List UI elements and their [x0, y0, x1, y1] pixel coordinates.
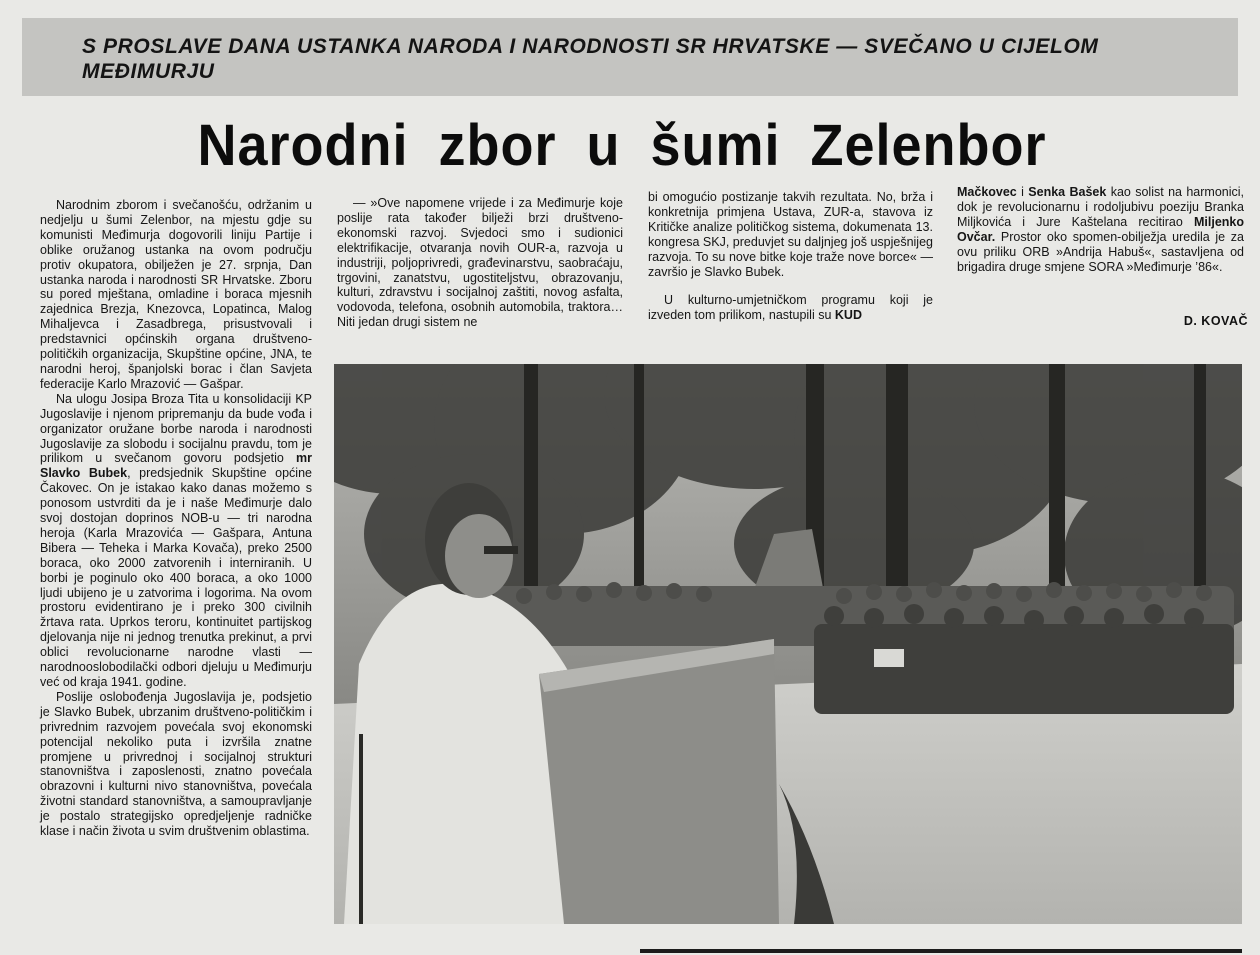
organization-name: Mačkovec	[957, 185, 1017, 199]
text-run: , predsjednik Skupštine općine Čakovec. On je istakao kako danas možemo s ponosom ustvrditi da je i naše Međimurje dalo svoj dostojan doprinos NOB-u — tri narodna heroja (Karla Mrazovića — Gašpara, Antuna Bibera — Teheka i Marka Kovača), preko 2500 boraca, oko 2000 zatvorenih i interniranih. U borbi je poginulo oko 400 boraca, a oko 1000 ljudi ubijeno je u zatvorima i logorima. Na ovom prostoru evidentirano je i preko 300 civilnih žrtava rata. Uprkos teroru, kontinuitet partijskog djelovanja nije ni jednog trenutka prekinut, a prvi oblici revolucionarne narodne vlasti — narodnooslobodilački odbori djeluju u Međimurju već od kraja 1941. godine.	[40, 466, 312, 689]
paragraph	[648, 293, 933, 323]
news-photo	[334, 364, 1242, 924]
text-run: kao solist na harmonici, dok je revolucionarnu i rodoljubivu poeziju Branka Miljkovića i Jure Kaštelana recitirao	[957, 185, 1244, 229]
paragraph: — »Ove napomene vrijede i za Međimurje koje poslije rata također bilježi brzi društveno-ekonomski razvoj. Svjedoci smo i sudionici elektrifikacije, otvaranja novih OUR-a, razvoja u industriji, poljoprivredi, građevinarstvu, saobraćaju, trgovini, zanatstvu, ugostiteljstvu, obrazovanju, kulturi, zdravstvu i socijalnoj zaštiti, novog asfalta, vodovoda, telefona, osobnih automobila, traktora… Niti jedan drugi sistem ne	[337, 196, 623, 330]
article-column-1	[40, 198, 312, 839]
article-kicker: S PROSLAVE DANA USTANKA NARODA I NARODNOSTI SR HRVATSKE — SVEČANO U CIJELOM MEĐIMURJU	[82, 35, 1099, 83]
article-column-2	[337, 196, 623, 330]
paragraph	[40, 392, 312, 690]
text-run: Na ulogu Josipa Broza Tita u konsolidaciji KP Jugoslavije i njenom pripremanju da bude vođa i organizator oružane borbe naroda i narodnosti Jugoslavije za slobodu i socijalnu pravdu, tom je prilikom u svečanom govoru podsjetio	[40, 391, 312, 466]
paragraph: Narodnim zborom i svečanošću, održanim u nedjelju u šumi Zelenbor, na mjestu gdje su komunisti Međimurja dogovorili liniju Partije i oblike oružanog ustanka na ovom području protiv okupatora, obilježen je 27. srpnja, Dan ustanka naroda i narodnosti SR Hrvatske. Zboru su pored mještana, omladine i boraca mjesnih zajednica Brezja, Knezovca, Lopatinca, Malog Mihaljevca i Zasadbrega, prisustvovali i predstavnici općinskih organa društveno-političkih organizacija, Skupštine općine, JNA, te narodni heroj, španjolski borac i član Savjeta federacije Karlo Mrazović — Gašpar.	[40, 198, 312, 391]
text-run: U kulturno-umjetničkom programu koji je izveden tom prilikom, nastupili su	[648, 293, 933, 323]
bottom-rule	[640, 949, 1242, 953]
paragraph	[957, 185, 1244, 274]
article-headline: Narodni zbor u šumi Zelenbor	[197, 113, 1047, 178]
microphone-stand	[359, 734, 363, 924]
paragraph: Poslije oslobođenja Jugoslavija je, podsjetio je Slavko Bubek, ubrzanim društveno-političkim i privrednim razvojem povećala svoj ekonomski potencijal nekoliko puta i izvršila znatne promjene u privrednoj i socijalnoj strukturi stanovništva i zaposlenosti, znatno povećala obrazovni i kulturni nivo stanovništva, povećala životni standard stanovništva, a samoupravljanje je postalo strategijsko opredjeljenje radničke klase i način života u svim društvenim oblastima.	[40, 689, 312, 839]
person-name: Miljenko Ovčar.	[957, 214, 1244, 244]
article-column-4	[957, 185, 1244, 274]
text-run: Prostor oko spomen-obilježja uredila je za ovu priliku ORB »Andrija Habuš«, sastavljena od brigadira druge smjene SORA »Međimurje ’86«.	[957, 229, 1244, 274]
person-name: Senka Bašek	[1028, 185, 1107, 199]
article-column-3	[648, 190, 933, 323]
organization-name: KUD	[834, 308, 862, 323]
article-byline: D. KOVAČ	[1183, 314, 1248, 328]
person-name: mr Slavko Bubek	[40, 451, 312, 481]
paragraph: bi omogućio postizanje takvih rezultata. No, brža i konkretnija primjena Ustava, ZUR-a, stavova iz Kritičke analize političkog sistema, dokumenata 13. kongresa SKJ, preduvjet su daljnjeg još uspješnijeg razvoja. To su nove bitke koje traže nove borce« — završio je Slavko Bubek.	[648, 190, 933, 279]
text-run: i	[1016, 185, 1029, 199]
